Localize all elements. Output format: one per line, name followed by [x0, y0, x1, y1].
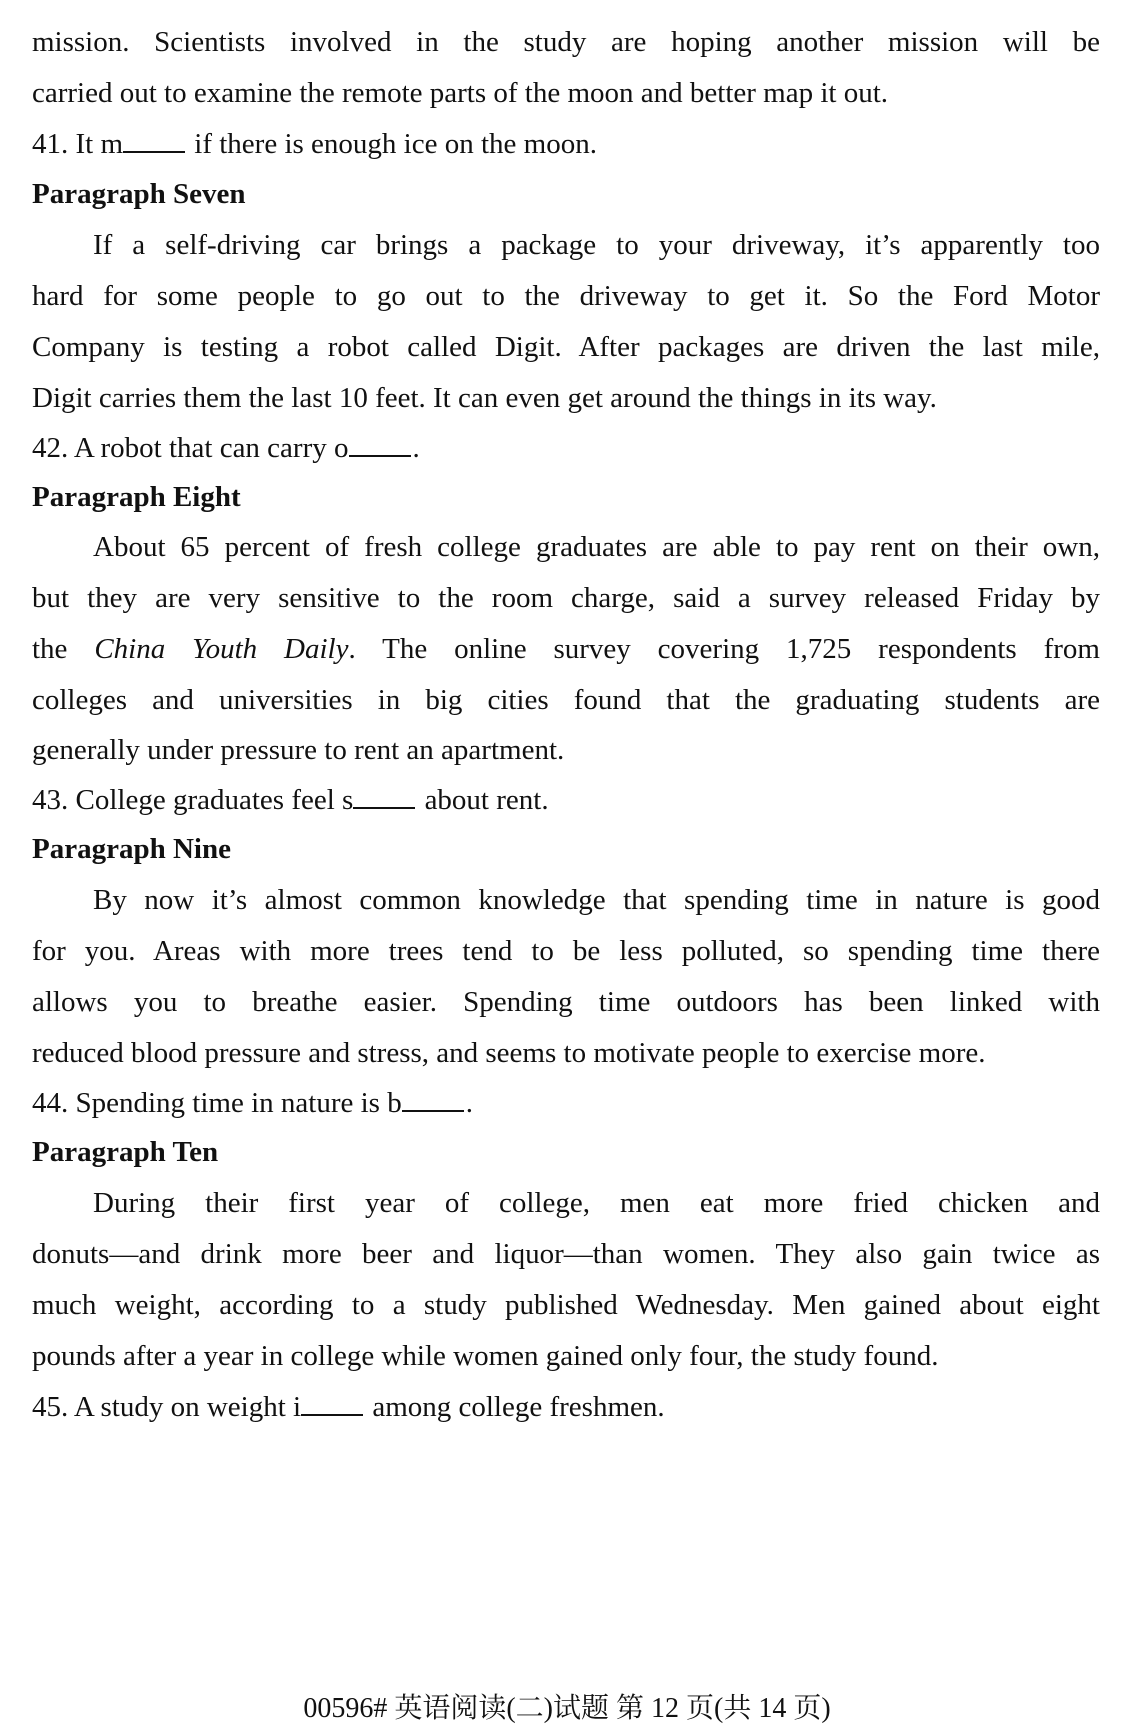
paragraph-line: carried out to examine the remote parts of the moon and better map it out. [32, 77, 889, 109]
paragraph-line [32, 629, 1100, 669]
text-segment: the [32, 633, 95, 665]
paragraph-line: reduced blood pressure and stress, and seems to motivate people to exercise more. [32, 1037, 986, 1069]
answer-blank [353, 783, 415, 809]
paragraph-heading: Paragraph Eight [32, 481, 241, 513]
paragraph-line: Company is testing a robot called Digit. After packages are driven the last mile, [32, 331, 1100, 363]
question-text-after: among college freshmen. [365, 1391, 665, 1423]
question-text-after: . [465, 1087, 473, 1119]
question-text-before: 42. A robot that can carry o [32, 432, 349, 464]
page-footer: 00596# 英语阅读(二)试题 第 12 页(共 14 页) [303, 1693, 831, 1724]
question-43 [32, 780, 1100, 820]
question-text-before: 43. College graduates feel s [32, 784, 354, 816]
publication-title: China Youth Daily [94, 633, 349, 665]
paragraph-line: Digit carries them the last 10 feet. It can even get around the things in its way. [32, 382, 937, 414]
paragraph-line: donuts—and drink more beer and liquor—than women. They also gain twice as [32, 1238, 1100, 1270]
paragraph-line: hard for some people to go out to the driveway to get it. So the Ford Motor [32, 280, 1100, 312]
paragraph-heading: Paragraph Seven [32, 178, 246, 210]
answer-blank [123, 127, 185, 153]
question-text-before: 41. It m [32, 128, 124, 160]
question-text-after: about rent. [417, 784, 549, 816]
answer-blank [402, 1086, 464, 1112]
paragraph-line: By now it’s almost common knowledge that spending time in nature is good [93, 884, 1100, 916]
paragraph-line: About 65 percent of fresh college graduates are able to pay rent on their own, [93, 531, 1100, 563]
question-text-before: 45. A study on weight i [32, 1391, 302, 1423]
question-text-after: . [412, 432, 420, 464]
text-segment: . The online survey covering 1,725 respondents from [348, 633, 1100, 665]
answer-blank [349, 431, 411, 457]
question-text-after: if there is enough ice on the moon. [187, 128, 597, 160]
paragraph-line: During their first year of college, men eat more fried chicken and [93, 1187, 1100, 1219]
paragraph-line: colleges and universities in big cities found that the graduating students are [32, 684, 1100, 716]
paragraph-line: generally under pressure to rent an apartment. [32, 734, 565, 766]
paragraph-line: pounds after a year in college while women gained only four, the study found. [32, 1340, 939, 1372]
paragraph-line: but they are very sensitive to the room charge, said a survey released Friday by [32, 582, 1100, 614]
paragraph-line: If a self-driving car brings a package to your driveway, it’s apparently too [93, 229, 1100, 261]
paragraph-heading: Paragraph Nine [32, 833, 231, 865]
question-44 [32, 1083, 1100, 1123]
answer-blank [301, 1390, 363, 1416]
paragraph-heading: Paragraph Ten [32, 1136, 219, 1168]
question-41 [32, 124, 1100, 164]
paragraph-line: mission. Scientists involved in the study are hoping another mission will be [32, 26, 1100, 58]
paragraph-line: for you. Areas with more trees tend to be less polluted, so spending time there [32, 935, 1100, 967]
question-45 [32, 1387, 1100, 1427]
question-text-before: 44. Spending time in nature is b [32, 1087, 402, 1119]
paragraph-line: much weight, according to a study published Wednesday. Men gained about eight [32, 1289, 1100, 1321]
paragraph-line: allows you to breathe easier. Spending time outdoors has been linked with [32, 986, 1100, 1018]
question-42 [32, 428, 1100, 468]
